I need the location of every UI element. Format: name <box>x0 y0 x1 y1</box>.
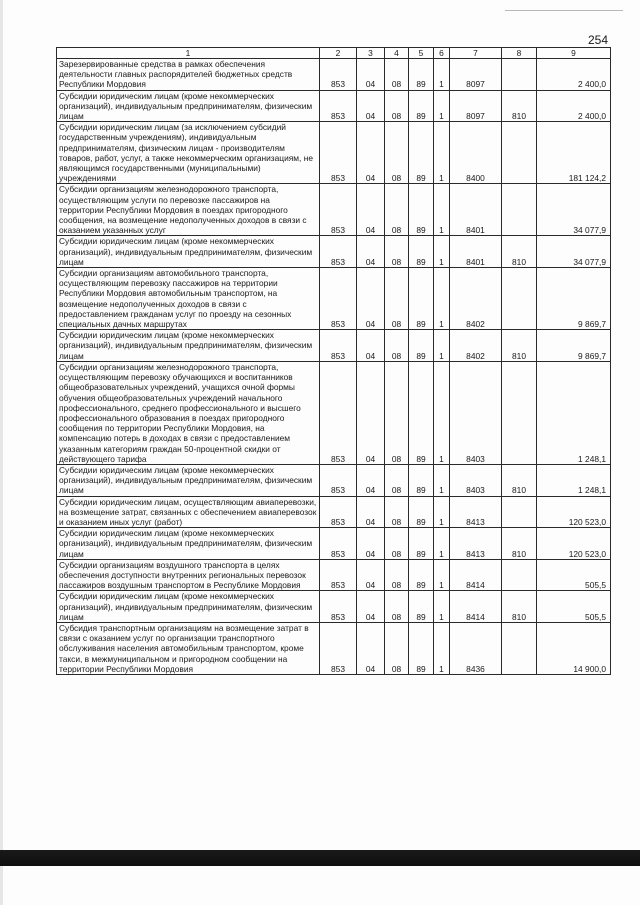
cell-ministry-code: 853 <box>320 122 357 184</box>
cell-program: 89 <box>409 622 434 674</box>
table-row <box>57 268 611 330</box>
cell-target-code: 8403 <box>450 361 502 464</box>
col-header: 3 <box>357 48 385 59</box>
cell-amount: 2 400,0 <box>537 59 611 91</box>
cell-section: 04 <box>357 122 385 184</box>
cell-subsection: 08 <box>385 236 409 268</box>
page-number: 254 <box>588 33 609 47</box>
cell-program: 89 <box>409 268 434 330</box>
cell-amount: 181 124,2 <box>537 122 611 184</box>
col-header: 5 <box>409 48 434 59</box>
cell-section: 04 <box>357 496 385 528</box>
cell-program: 89 <box>409 464 434 496</box>
cell-expense-type: 810 <box>502 591 537 623</box>
cell-description: Субсидии юридическим лицам (кроме некоммерческих организаций), индивидуальным предпринимателям, физическим лицам <box>57 330 320 362</box>
cell-description: Субсидии организациям воздушного транспорта в целях обеспечения доступности внутренних региональных перевозок пассажиров воздушным транспортом в Республике Мордовия <box>57 559 320 591</box>
cell-subprogram: 1 <box>434 528 450 560</box>
cell-description: Субсидии юридическим лицам (кроме некоммерческих организаций), индивидуальным предпринимателям, физическим лицам <box>57 464 320 496</box>
cell-subprogram: 1 <box>434 122 450 184</box>
cell-program: 89 <box>409 122 434 184</box>
cell-target-code: 8097 <box>450 90 502 122</box>
cell-subprogram: 1 <box>434 559 450 591</box>
cell-ministry-code: 853 <box>320 90 357 122</box>
cell-description: Субсидии юридическим лицам (кроме некоммерческих организаций), индивидуальным предпринимателям, физическим лицам <box>57 90 320 122</box>
cell-ministry-code: 853 <box>320 59 357 91</box>
table-row <box>57 622 611 674</box>
cell-section: 04 <box>357 90 385 122</box>
cell-amount: 120 523,0 <box>537 496 611 528</box>
cell-subprogram: 1 <box>434 622 450 674</box>
cell-expense-type <box>502 622 537 674</box>
cell-description: Субсидии организациям автомобильного транспорта, осуществляющим перевозку пассажиров на территории Республики Мордовия автомобильным транспортом, на возмещение недополученных доходов в связи с предоставлением гражданам услуг по проезду на сезонных специальных дачных маршрутах <box>57 268 320 330</box>
col-header: 1 <box>57 48 320 59</box>
cell-description: Субсидии организациям железнодорожного транспорта, осуществляющим перевозку обучающихся и воспитанников общеобразовательных учреждений, учащихся очной формы обучения общеобразовательных учреждений начального профессионального, среднего профессионального и высшего профессионального образования в поездах пригородного сообщения по территории Республики Мордовия, на компенсацию потерь в доходах в связи с предоставлением указанным категориям граждан 50-процентной скидки от действующего тарифа <box>57 361 320 464</box>
col-header: 7 <box>450 48 502 59</box>
cell-target-code: 8413 <box>450 496 502 528</box>
cell-section: 04 <box>357 591 385 623</box>
cell-amount: 9 869,7 <box>537 268 611 330</box>
cell-target-code: 8402 <box>450 268 502 330</box>
cell-section: 04 <box>357 559 385 591</box>
cell-subsection: 08 <box>385 184 409 236</box>
cell-amount: 120 523,0 <box>537 528 611 560</box>
col-header: 4 <box>385 48 409 59</box>
cell-amount: 14 900,0 <box>537 622 611 674</box>
cell-description: Субсидии юридическим лицам, осуществляющим авиаперевозки, на возмещение затрат, связанных с обеспечением авиаперевозок и оказанием иных услуг (работ) <box>57 496 320 528</box>
cell-program: 89 <box>409 591 434 623</box>
cell-section: 04 <box>357 184 385 236</box>
cell-subsection: 08 <box>385 496 409 528</box>
cell-subprogram: 1 <box>434 90 450 122</box>
cell-target-code: 8436 <box>450 622 502 674</box>
table-row <box>57 90 611 122</box>
cell-program: 89 <box>409 528 434 560</box>
scan-edge <box>0 0 3 905</box>
cell-description: Субсидии юридическим лицам (кроме некоммерческих организаций), индивидуальным предпринимателям, физическим лицам <box>57 528 320 560</box>
cell-subprogram: 1 <box>434 361 450 464</box>
cell-program: 89 <box>409 236 434 268</box>
cell-description: Зарезервированные средства в рамках обеспечения деятельности главных распорядителей бюджетных средств Республики Мордовия <box>57 59 320 91</box>
cell-program: 89 <box>409 90 434 122</box>
cell-amount: 34 077,9 <box>537 184 611 236</box>
col-header: 8 <box>502 48 537 59</box>
top-rule <box>505 10 623 11</box>
col-header: 2 <box>320 48 357 59</box>
cell-subprogram: 1 <box>434 330 450 362</box>
cell-subprogram: 1 <box>434 496 450 528</box>
cell-expense-type <box>502 559 537 591</box>
table-row <box>57 59 611 91</box>
budget-table <box>56 47 611 675</box>
cell-expense-type <box>502 59 537 91</box>
cell-program: 89 <box>409 361 434 464</box>
cell-description: Субсидии юридическим лицам (кроме некоммерческих организаций), индивидуальным предпринимателям, физическим лицам <box>57 591 320 623</box>
cell-expense-type: 810 <box>502 236 537 268</box>
cell-subsection: 08 <box>385 622 409 674</box>
table-row <box>57 236 611 268</box>
cell-ministry-code: 853 <box>320 528 357 560</box>
cell-expense-type: 810 <box>502 464 537 496</box>
cell-expense-type <box>502 361 537 464</box>
cell-section: 04 <box>357 236 385 268</box>
table-row <box>57 464 611 496</box>
cell-description: Субсидия транспортным организациям на возмещение затрат в связи с оказанием услуг по организации транспортного обслуживания населения автомобильным транспортом, кроме такси, в межмуниципальном и пригородном сообщении на территории Республики Мордовия <box>57 622 320 674</box>
cell-target-code: 8097 <box>450 59 502 91</box>
table-row <box>57 591 611 623</box>
cell-subsection: 08 <box>385 90 409 122</box>
cell-section: 04 <box>357 361 385 464</box>
cell-ministry-code: 853 <box>320 236 357 268</box>
cell-subprogram: 1 <box>434 268 450 330</box>
cell-ministry-code: 853 <box>320 591 357 623</box>
cell-section: 04 <box>357 268 385 330</box>
cell-subprogram: 1 <box>434 236 450 268</box>
cell-program: 89 <box>409 59 434 91</box>
cell-ministry-code: 853 <box>320 496 357 528</box>
cell-subprogram: 1 <box>434 59 450 91</box>
cell-subprogram: 1 <box>434 591 450 623</box>
header-row <box>57 48 611 59</box>
cell-description: Субсидии организациям железнодорожного транспорта, осуществляющим услуги по перевозке пассажиров на территории Республики Мордовия в поездах пригородного сообщения, на возмещение недополученных доходов в связи с оказанием указанных услуг <box>57 184 320 236</box>
cell-subsection: 08 <box>385 330 409 362</box>
cell-amount: 9 869,7 <box>537 330 611 362</box>
cell-description: Субсидии юридическим лицам (за исключением субсидий государственным учреждениям), индивидуальным предпринимателям, физическим лицам - производителям товаров, работ, услуг, а также некоммерческим организациям, не являющимся государственными (муниципальными) учреждениями <box>57 122 320 184</box>
cell-expense-type <box>502 184 537 236</box>
cell-target-code: 8401 <box>450 184 502 236</box>
cell-program: 89 <box>409 184 434 236</box>
table-row <box>57 330 611 362</box>
cell-subprogram: 1 <box>434 464 450 496</box>
cell-expense-type <box>502 496 537 528</box>
scan-shadow-band <box>0 850 640 866</box>
cell-ministry-code: 853 <box>320 464 357 496</box>
cell-section: 04 <box>357 59 385 91</box>
cell-program: 89 <box>409 330 434 362</box>
cell-target-code: 8400 <box>450 122 502 184</box>
cell-target-code: 8401 <box>450 236 502 268</box>
cell-amount: 1 248,1 <box>537 464 611 496</box>
cell-section: 04 <box>357 330 385 362</box>
cell-subsection: 08 <box>385 268 409 330</box>
cell-subsection: 08 <box>385 59 409 91</box>
cell-subsection: 08 <box>385 591 409 623</box>
cell-subprogram: 1 <box>434 184 450 236</box>
cell-target-code: 8414 <box>450 591 502 623</box>
cell-section: 04 <box>357 622 385 674</box>
cell-expense-type: 810 <box>502 330 537 362</box>
cell-amount: 1 248,1 <box>537 361 611 464</box>
cell-target-code: 8403 <box>450 464 502 496</box>
cell-subsection: 08 <box>385 559 409 591</box>
cell-ministry-code: 853 <box>320 622 357 674</box>
cell-ministry-code: 853 <box>320 330 357 362</box>
cell-subsection: 08 <box>385 361 409 464</box>
table-row <box>57 559 611 591</box>
cell-amount: 505,5 <box>537 559 611 591</box>
cell-description: Субсидии юридическим лицам (кроме некоммерческих организаций), индивидуальным предпринимателям, физическим лицам <box>57 236 320 268</box>
cell-section: 04 <box>357 528 385 560</box>
cell-subsection: 08 <box>385 122 409 184</box>
col-header: 9 <box>537 48 611 59</box>
cell-expense-type <box>502 122 537 184</box>
cell-target-code: 8413 <box>450 528 502 560</box>
cell-program: 89 <box>409 496 434 528</box>
cell-target-code: 8402 <box>450 330 502 362</box>
cell-ministry-code: 853 <box>320 184 357 236</box>
cell-amount: 34 077,9 <box>537 236 611 268</box>
cell-amount: 505,5 <box>537 591 611 623</box>
cell-target-code: 8414 <box>450 559 502 591</box>
table-row <box>57 528 611 560</box>
cell-ministry-code: 853 <box>320 559 357 591</box>
table-row <box>57 496 611 528</box>
table-row <box>57 361 611 464</box>
table-row <box>57 184 611 236</box>
cell-expense-type: 810 <box>502 528 537 560</box>
cell-ministry-code: 853 <box>320 268 357 330</box>
cell-ministry-code: 853 <box>320 361 357 464</box>
cell-program: 89 <box>409 559 434 591</box>
cell-subsection: 08 <box>385 464 409 496</box>
table-row <box>57 122 611 184</box>
cell-section: 04 <box>357 464 385 496</box>
col-header: 6 <box>434 48 450 59</box>
cell-expense-type: 810 <box>502 90 537 122</box>
cell-amount: 2 400,0 <box>537 90 611 122</box>
cell-expense-type <box>502 268 537 330</box>
cell-subsection: 08 <box>385 528 409 560</box>
